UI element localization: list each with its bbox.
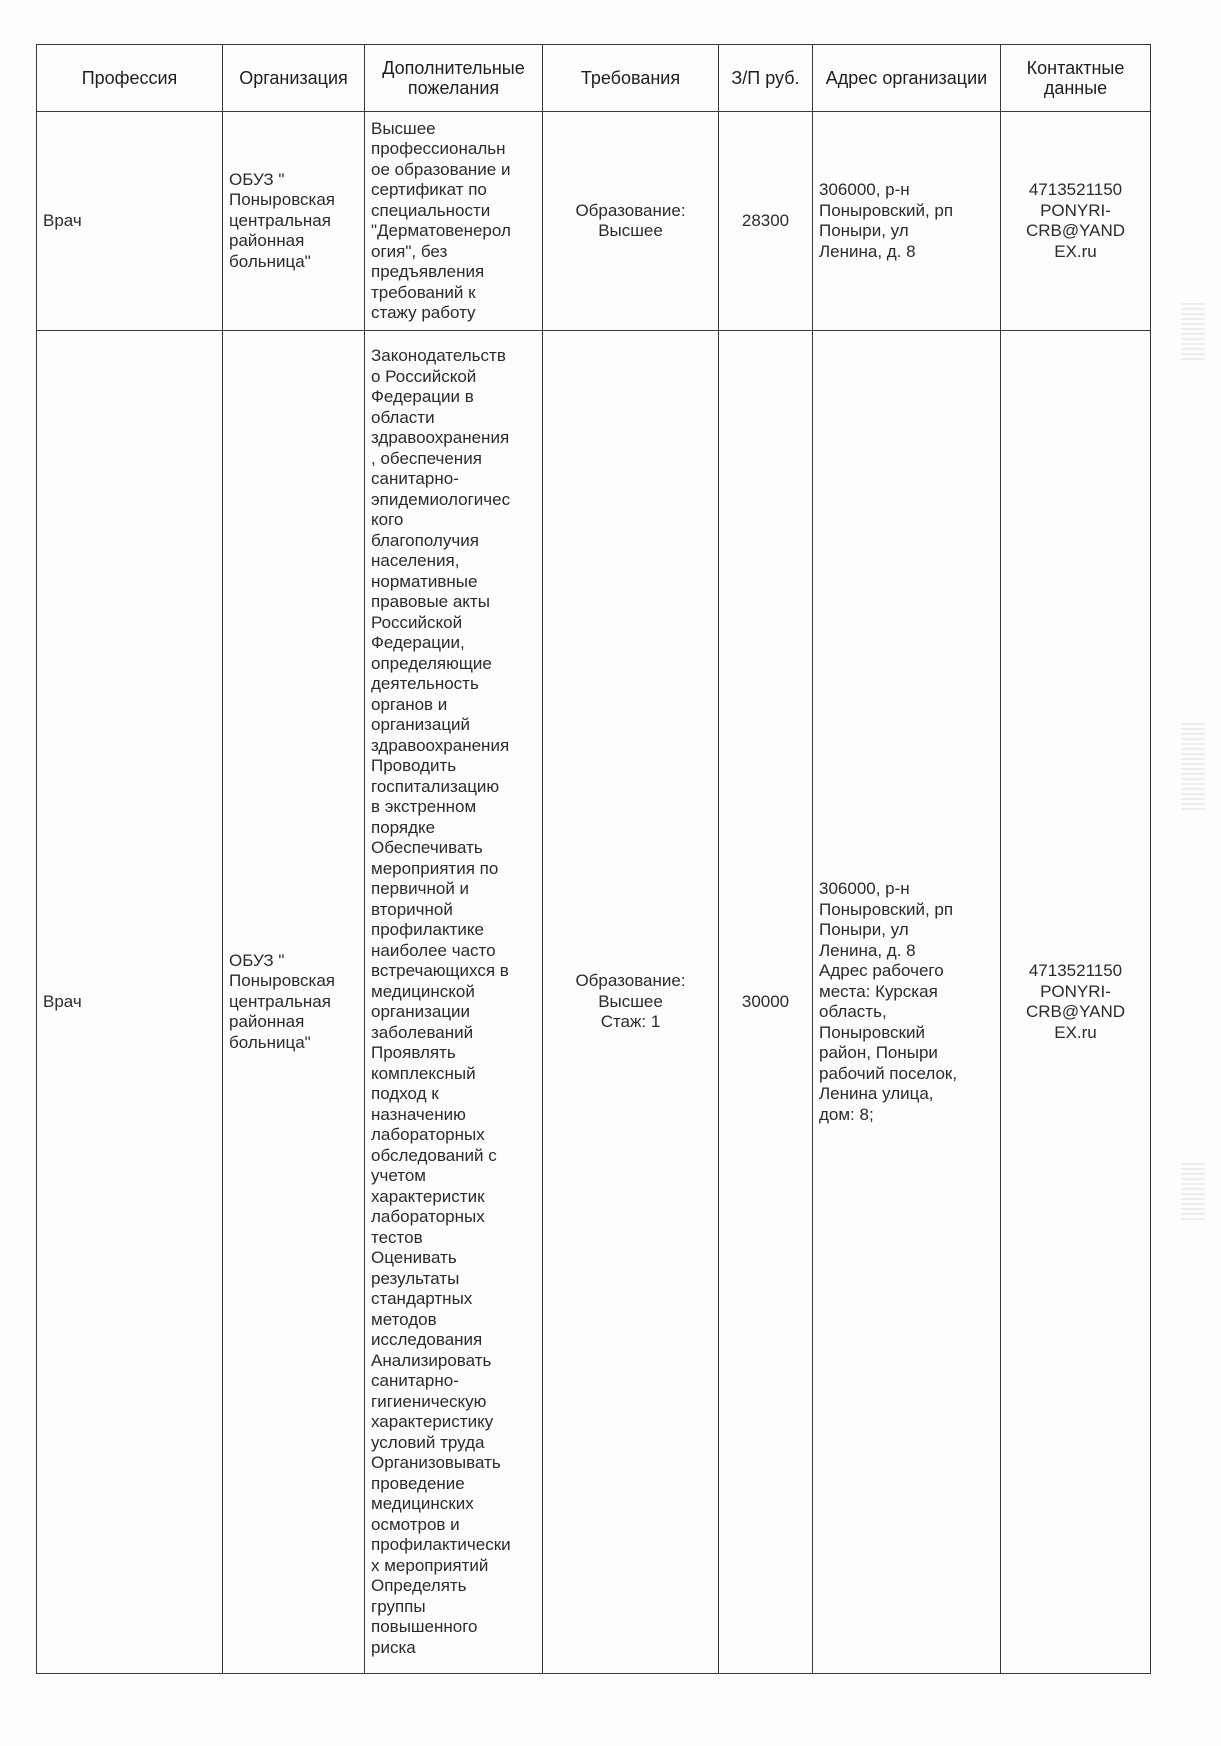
cell-requirements [543,112,719,331]
header-profession: Профессия [37,45,223,112]
table-header-row [37,45,1151,112]
cell-contacts: 4713521150 PONYRI- CRB@YAND EX.ru [1001,112,1151,331]
cell-extra: Высшее профессиональн ое образование и сертификат по специальности "Дерматовенерол огия", без предъявления требований к стажу работу [365,112,543,331]
cell-profession: Врач [37,112,223,331]
table-row [37,112,1151,331]
scan-artifact [1181,720,1205,810]
cell-organization [223,112,365,331]
header-extra: Дополнительные пожелания [365,45,543,112]
cell-contacts: 4713521150 PONYRI- CRB@YAND EX.ru [1001,331,1151,1674]
header-requirements: Требования [543,45,719,112]
header-address: Адрес организации [813,45,1001,112]
organization-text: ОБУЗ " Поныровская центральная районная больница" [229,169,336,271]
table-row [37,331,1151,1674]
cell-profession: Врач [37,331,223,1674]
cell-salary: 28300 [719,112,813,331]
vacancies-table [36,44,1151,1674]
header-contacts: Контактные данные [1001,45,1151,112]
requirements-text: Образование: Высшее [575,200,686,240]
cell-requirements [543,331,719,1674]
organization-text: ОБУЗ " Поныровская центральная районная больница" [229,950,336,1052]
scan-artifact [1181,1160,1205,1220]
header-organization: Организация [223,45,365,112]
cell-address: 306000, р-н Поныровский, рп Поныри, ул Ленина, д. 8 Адрес рабочего места: Курская область, Поныровский район, Поныри рабочий поселок, Ленина улица, дом: 8; [813,331,1001,1674]
cell-extra: Законодательств о Российской Федерации в области здравоохранения , обеспечения санитарно- эпидемиологичес кого благополучия населения, нормативные правовые акты Российской Федерации, определяющие деятельность органов и организаций здравоохранения Проводить госпитализацию в экстренном порядке Обеспечивать мероприятия по первичной и вторичной профилактике наиболее часто встречающихся в медицинской организации заболеваний Проявлять комплексный подход к назначению лабораторных обследований с учетом характеристик лабораторных тестов Оценивать результаты стандартных методов исследования Анализировать санитарно- гигиеническую характеристику условий труда Организовывать проведение медицинских осмотров и профилактически х мероприятий Определять группы повышенного риска [365,331,543,1674]
cell-salary: 30000 [719,331,813,1674]
header-salary: З/П руб. [719,45,813,112]
requirements-text: Образование: Высшее Стаж: 1 [575,971,686,1032]
cell-address: 306000, р-н Поныровский, рп Поныри, ул Ленина, д. 8 [813,112,1001,331]
cell-organization [223,331,365,1674]
scan-artifact [1181,300,1205,360]
